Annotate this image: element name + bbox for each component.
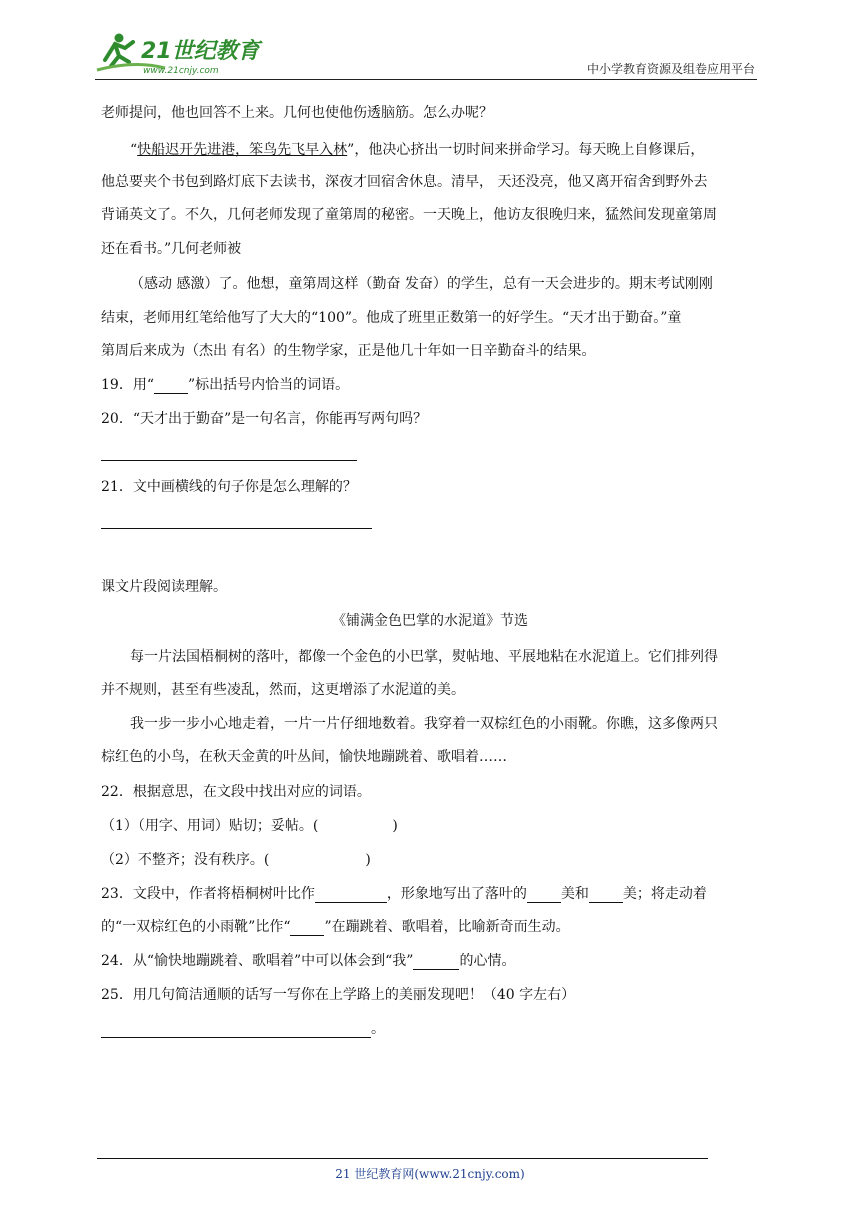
question-22: 22．根据意思，在文段中找出对应的词语。 [101,784,371,800]
passage-line: 背诵英文了。不久，几何老师发现了童第周的秘密。一天晚上，他访友很晚归来，猛然间发现童第周 [101,207,717,223]
question-24: 24．从“愉快地蹦跳着、歌唱着”中可以体会到“我” 的心情。 [101,953,516,969]
question-23: 23．文段中，作者将梧桐树叶比作 ，形象地写出了落叶的 美和 美；将走动着 [101,886,707,902]
question-25-answer: 。 [101,1020,385,1038]
logo-icon [95,30,275,76]
svg-text:21世纪教育: 21世纪教育 [141,39,260,64]
footer-text: 21 世纪教育网(www.21cnjy.com) [335,1167,525,1181]
svg-text:www.21cnjy.com: www.21cnjy.com [143,66,219,76]
footer-divider [97,1158,708,1159]
underlined-sentence: 快船迟开先进港，笨鸟先飞早入林 [137,142,348,158]
excerpt-line: 棕红色的小鸟，在秋天金黄的叶丛间，愉快地蹦跳着、歌唱着…… [101,749,507,765]
answer-blank[interactable] [315,888,387,903]
excerpt-line: 每一片法国梧桐树的落叶，都像一个金色的小巴掌，熨帖地、平展地粘在水泥道上。它们排列得 [130,649,718,665]
question-23-cont: 的“一双棕红色的小雨靴”比作“ ”在蹦跳着、歌唱着，比喻新奇而生动。 [101,919,570,935]
section-intro: 课文片段阅读理解。 [101,579,227,595]
question-22-1: （1）（用字、用词）贴切；妥帖。( ) [101,818,398,834]
question-22-2: （2）不整齐；没有秩序。( ) [101,852,371,868]
platform-name: 中小学教育资源及组卷应用平台 [586,62,755,76]
excerpt-line: 我一步一步小心地走着，一片一片仔细地数着。我穿着一双棕红色的小雨靴。你瞧，这多像两只 [130,716,718,732]
excerpt-title: 《铺满金色巴掌的水泥道》节选 [332,613,528,629]
answer-line[interactable] [101,528,372,529]
header-divider [95,79,757,80]
passage-line: 第周后来成为（杰出 有名）的生物学家，正是他几十年如一日辛勤奋斗的结果。 [101,343,596,359]
answer-blank[interactable] [413,955,459,970]
answer-line[interactable] [101,460,357,461]
answer-blank[interactable] [589,888,623,903]
question-19: 19．用“ ”标出括号内恰当的词语。 [101,377,350,393]
page-header [95,28,755,78]
passage-line: 结束，老师用红笔给他写了大大的“100”。他成了班里正数第一的好学生。“天才出于勤奋。”童 [101,310,682,326]
passage-line: 他总要夹个书包到路灯底下去读书，深夜才回宿舍休息。清早， 天还没亮，他又离开宿舍到野外去 [101,174,708,190]
answer-blank[interactable] [154,379,188,394]
answer-blank[interactable] [101,1023,371,1038]
passage-line: 还在看书。”几何老师被 [101,241,242,257]
question-25: 25．用几句简洁通顺的话写一写你在上学路上的美丽发现吧！（40 字左右） [101,987,576,1003]
question-21: 21．文中画横线的句子你是怎么理解的？ [101,479,357,495]
excerpt-line: 并不规则，甚至有些凌乱，然而，这更增添了水泥道的美。 [101,682,465,698]
answer-blank[interactable] [527,888,561,903]
passage-line: 老师提问，他也回答不上来。几何也使他伤透脑筋。怎么办呢？ [101,105,493,121]
passage-line: （感动 感激）了。他想，童第周这样（勤奋 发奋）的学生，总有一天会进步的。期末考试刚刚 [130,276,713,292]
answer-blank[interactable] [290,921,324,936]
passage-line: “快船迟开先进港，笨鸟先飞早入林”，他决心挤出一切时间来拼命学习。每天晚上自修课后， [130,142,705,158]
question-20: 20．“天才出于勤奋”是一句名言，你能再写两句吗？ [101,411,428,427]
